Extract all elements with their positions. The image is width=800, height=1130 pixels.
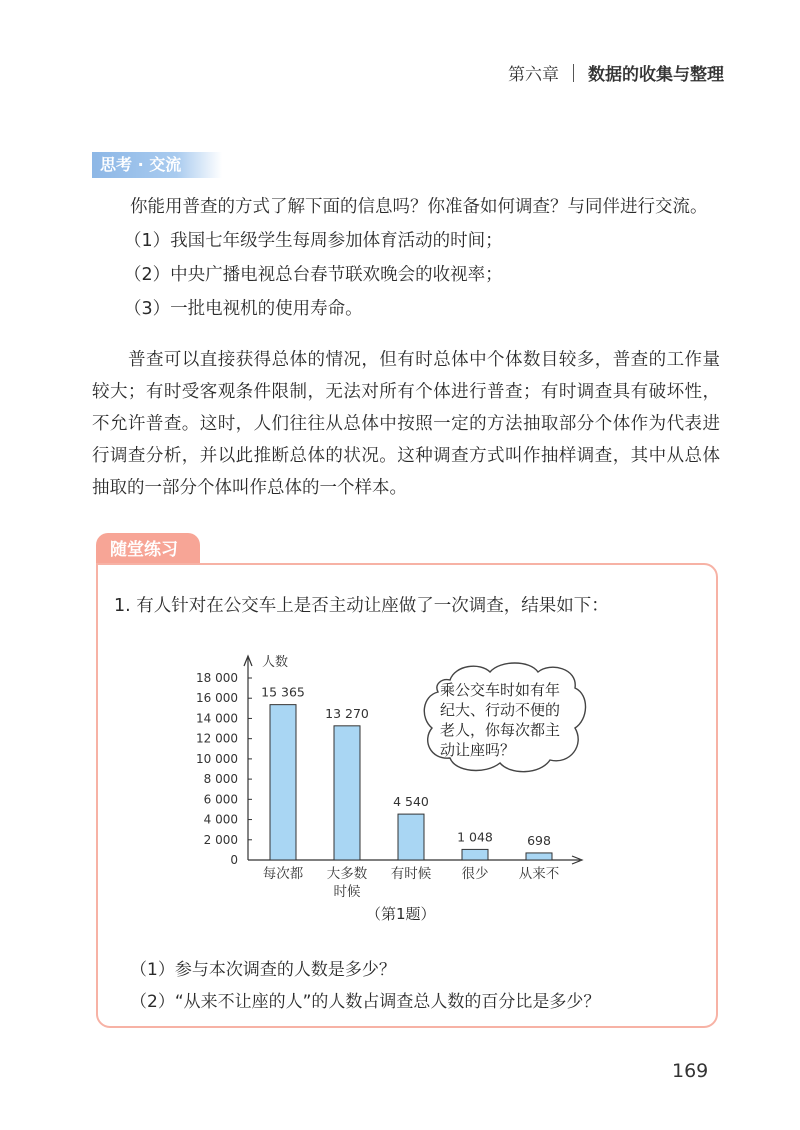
sub-question-1: （1）参与本次调查的人数是多少？ xyxy=(130,960,396,980)
x-category-label: 从来不 xyxy=(518,866,560,882)
x-category-label: 每次都 xyxy=(262,866,304,882)
page-header xyxy=(508,60,724,85)
figure-caption: （第1题） xyxy=(366,905,436,923)
y-tick-label: 8 000 xyxy=(203,772,238,787)
bar-value-label: 15 365 xyxy=(261,684,305,700)
bar xyxy=(526,853,552,860)
question-1: 1. 有人针对在公交车上是否主动让座做了一次调查，结果如下： xyxy=(114,596,609,616)
think-question: 你能用普查的方式了解下面的信息吗？你准备如何调查？与同伴进行交流。 xyxy=(130,197,708,217)
y-tick-label: 18 000 xyxy=(196,671,238,685)
y-tick-label: 16 000 xyxy=(196,691,238,706)
bar-value-label: 13 270 xyxy=(325,705,369,721)
x-category-label: 大多数 xyxy=(326,866,368,882)
page-number: 169 xyxy=(672,1060,709,1082)
speech-bubble-text: 乘公交车时如有年纪大、行动不便的老人，你每次都主动让座吗？ xyxy=(440,681,561,759)
y-tick-label: 6 000 xyxy=(203,792,238,807)
chapter-title: 数据的收集与整理 xyxy=(588,65,724,85)
bar-value-label: 1 048 xyxy=(457,829,493,845)
x-category-label: 很少 xyxy=(461,866,489,882)
y-tick-label: 12 000 xyxy=(196,731,238,746)
think-exchange-tag: 思考 · 交流 xyxy=(92,152,222,178)
y-tick-label: 14 000 xyxy=(196,711,238,726)
sampling-explanation: 普查可以直接获得总体的情况，但有时总体中个体数目较多，普查的工作量较大；有时受客观条件限制，无法对所有个体进行普查；有时调查具有破坏性，不允许普查。这时，人们往往从总体中按照一定的方法抽取部分个体作为代表进行调查分析，并以此推断总体的状况。这种调查方式叫作抽样调查，其中从总体抽取的一部分个体叫作总体的一个样本。 xyxy=(92,350,720,498)
bar xyxy=(334,726,360,860)
y-tick-label: 10 000 xyxy=(196,751,238,766)
header-divider xyxy=(573,64,574,82)
practice-tab: 随堂练习 xyxy=(96,533,200,565)
bar xyxy=(270,705,296,860)
chapter-label: 第六章 xyxy=(508,65,559,85)
think-item-2: （2）中央广播电视总台春节联欢晚会的收视率； xyxy=(124,265,503,285)
bar-value-label: 698 xyxy=(527,832,551,848)
y-tick-label: 4 000 xyxy=(203,812,238,827)
bar xyxy=(462,849,488,860)
y-tick-label: 2 000 xyxy=(203,832,238,847)
sub-question-2: （2）“从来不让座的人”的人数占调查总人数的百分比是多少？ xyxy=(130,992,601,1012)
x-category-label: 时候 xyxy=(333,884,361,900)
bar xyxy=(398,814,424,860)
y-axis-label: 人数 xyxy=(262,655,289,670)
think-item-3: （3）一批电视机的使用寿命。 xyxy=(124,299,363,319)
bar-value-label: 4 540 xyxy=(393,794,429,810)
x-category-label: 有时候 xyxy=(390,866,432,882)
think-item-1: （1）我国七年级学生每周参加体育活动的时间； xyxy=(124,231,503,251)
y-tick-label: 0 xyxy=(230,853,238,867)
